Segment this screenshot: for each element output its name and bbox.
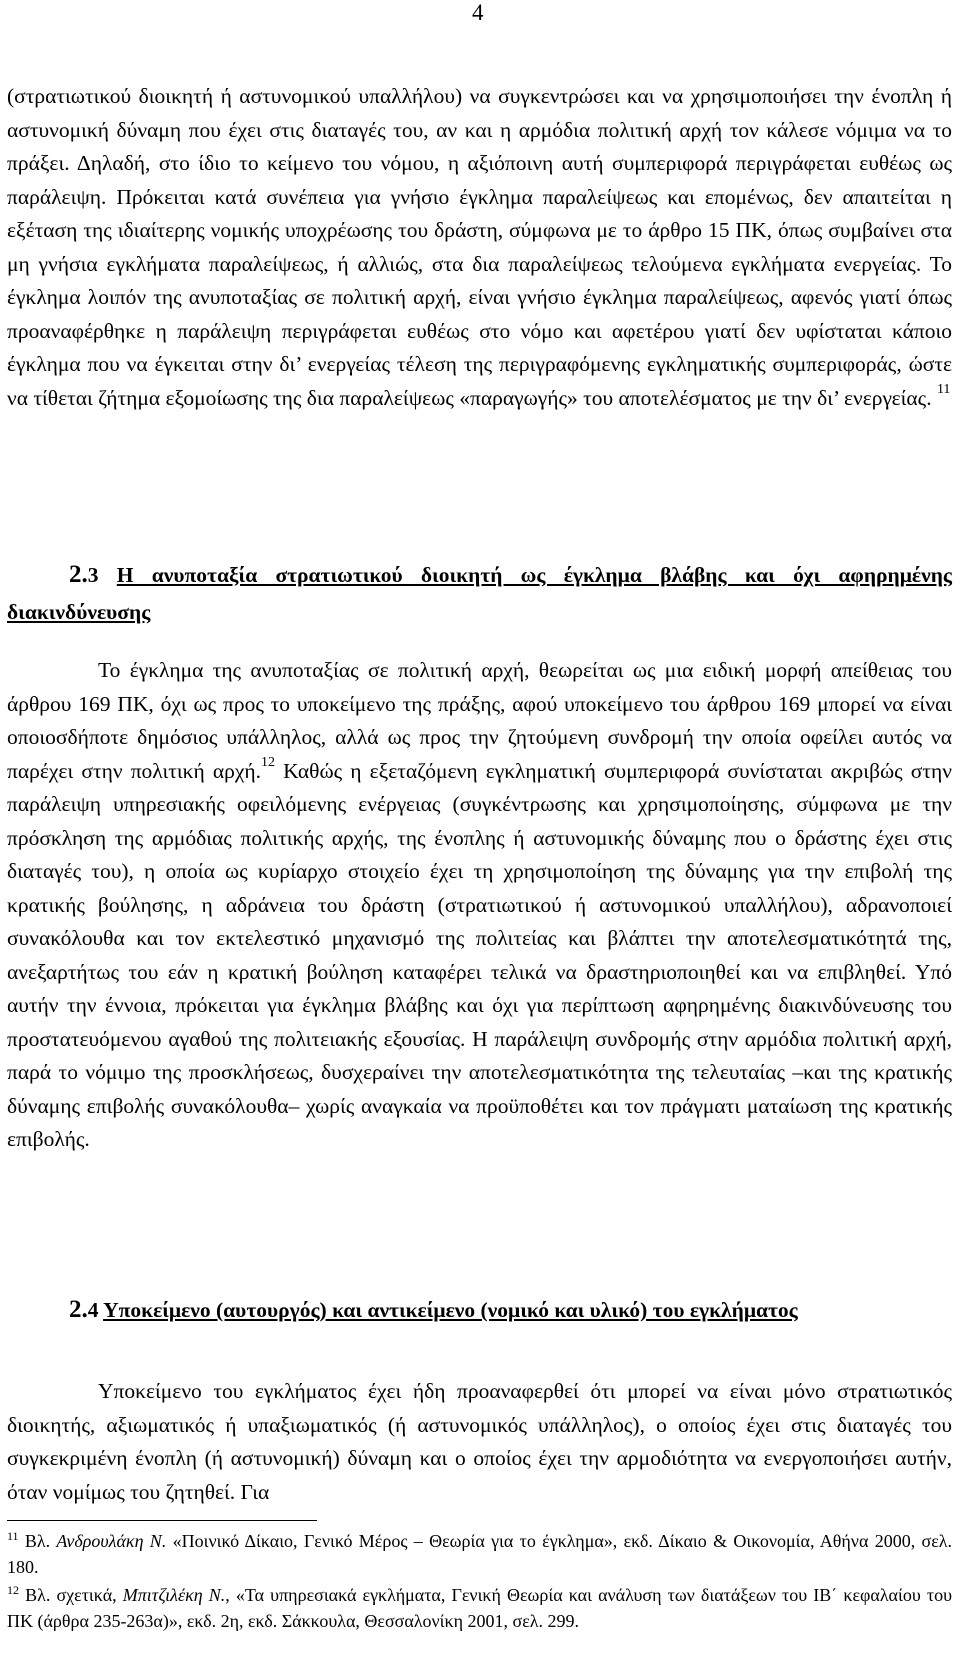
footnote-author: Ανδρουλάκη Ν. (56, 1531, 167, 1551)
section-title: Υποκείμενο (αυτουργός) και αντικείμενο (νομικό και υλικό) του εγκλήματος (103, 1298, 798, 1322)
footnote-ref-11[interactable]: 11 (936, 382, 951, 398)
footnote-lead: Βλ. (18, 1531, 57, 1551)
paragraph-text: (στρατιωτικού διοικητή ή αστυνομικού υπαλλήλου) να συγκεντρώσει και να χρησιμοποιήσει την ένοπλη ή αστυνομική δύναμη που έχει στις διαταγές του, αν και η αρμόδια πολιτική αρχή τον κάλεσε νόμιμα να το πράξει. Δηλαδή, στο ίδιο το κείμενο του νόμου, η αξιόποινη αυτή συμπεριφορά περιγράφεται ευθέως ως παράλειψη. Πρόκειται κατά συνέπεια για γνήσιο έγκλημα παραλείψεως και επομένως, δεν απαιτείται η εξέταση της ιδιαίτερης νομικής υποχρέωσης του δράστη, σύμφωνα με το άρθρο 15 ΠΚ, όπως συμβαίνει στα μη γνήσια εγκλήματα παραλείψεως, ή αλλιώς, στα δια παραλείψεως τελούμενα εγκλήματα ενεργείας. Το έγκλημα λοιπόν της ανυποταξίας σε πολιτική αρχή, είναι γνήσιο έγκλημα παραλείψεως, αφενός γιατί όπως προαναφέρθηκε η παράλειψη περιγράφεται ευθέως στο νόμο και αφετέρου γιατί δεν υφίσταται κάποιο έγκλημα που να έγκειται στην δι’ ενεργείας τέλεση της περιγραφόμενης εγκληματικής συμπεριφοράς, ώστε να τίθεται ζήτημα εξομοίωσης της δια παραλείψεως «παραγωγής» του αποτελέσματος με την δι’ ενεργείας. (7, 84, 952, 410)
paragraph-harm-offence (7, 654, 952, 1157)
paragraph-text-a: Το έγκλημα της ανυποταξίας σε πολιτική αρχή, θεωρείται ως μια ειδική μορφή απείθειας του άρθρου 169 ΠΚ, όχι ως προς το υποκείμενο της πράξης, αφού υποκείμενο του άρθρου 169 μπορεί να είναι οποιοσδήποτε δημόσιος υπάλληλος, αλλά ως προς την ζητούμενη συνδρομή την οποία οφείλει αυτός να παρέχει στην πολιτική αρχή. (7, 658, 952, 783)
section-heading-2-3 (7, 556, 952, 631)
section-number: 2. (69, 1296, 88, 1323)
footnote-mark: 12 (7, 1583, 19, 1597)
footnote-11 (7, 1528, 952, 1580)
footnote-separator (7, 1520, 317, 1521)
footnote-12 (7, 1582, 952, 1634)
footnote-author: Μπιτζιλέκη Ν. (122, 1585, 226, 1605)
footnote-lead: Βλ. σχετικά, (19, 1585, 123, 1605)
section-title: Η ανυποταξία στρατιωτικού διοικητή ως έγκλημα βλάβης και όχι αφηρημένης διακινδύνευσης (7, 563, 953, 624)
section-heading-2-4 (7, 1291, 952, 1329)
page-number: 4 (472, 0, 484, 25)
section-number-tail: 4 (87, 1298, 99, 1322)
paragraph-insubordination-omission (7, 80, 952, 415)
footnote-ref-12[interactable]: 12 (261, 755, 276, 771)
footnote-rest: «Ποινικό Δίκαιο, Γενικό Μέρος – Θεωρία για το έγκλημα», εκδ. Δίκαιο & Οικονομία, Αθήνα 2000, σελ. 180. (7, 1531, 952, 1577)
footnote-mark: 11 (7, 1529, 19, 1543)
section-number: 2. (69, 561, 88, 588)
paragraph-text: Υποκείμενο του εγκλήματος έχει ήδη προαναφερθεί ότι μπορεί να είναι μόνο στρατιωτικός διοικητής, αξιωματικός ή υπαξιωματικός (ή αστυνομικός υπάλληλος), ο οποίος έχει στις διαταγές του συγκεκριμένη ένοπλη (ή αστυνομική) δύναμη και ο οποίος έχει την αρμοδιότητα να ενεργοποιήσει αυτήν, όταν νομίμως του ζητηθεί. Για (7, 1379, 952, 1504)
paragraph-text-b: Καθώς η εξεταζόμενη εγκληματική συμπεριφορά συνίσταται ακριβώς στην παράλειψη υπηρεσιακής οφειλόμενης ενέργειας (συγκέντρωσης και χρησιμοποίησης, σύμφωνα με την πρόσκληση της αρμόδιας πολιτικής αρχής, της ένοπλης ή αστυνομικής δύναμης που ο δράστης έχει στις διαταγές του), η οποία ως κυρίαρχο στοιχείο έχει τη χρησιμοποίηση της δύναμης για την επιβολή της κρατικής βούλησης, η αδράνεια του δράστη (στρατιωτικού ή αστυνομικού υπαλλήλου), αδρανοποιεί συνακόλουθα και τον εκτελεστικό μηχανισμό της πολιτείας και βλάπτει την αποτελεσματικότητά της, ανεξαρτήτως του εάν η κρατική βούληση καταφέρει τελικά να δραστηριοποιηθεί και να επιβληθεί. Υπό αυτήν την έννοια, πρόκειται για έγκλημα βλάβης και όχι για περίπτωση αφηρημένης διακινδύνευσης του προστατευόμενου αγαθού της πολιτειακής εξουσίας. Η παράλειψη συνδρομής στην αρμόδια πολιτική αρχή, παρά το νόμιμο της προσκλήσεως, δυσχεραίνει την αποτελεσματικότητα της τελευταίας –και της κρατικής δύναμης επιβολής συνακόλουθα– χωρίς αναγκαία να προϋποθέτει και τον πράγματι ματαίωση της κρατικής επιβολής. (7, 758, 952, 1151)
section-number-tail: 3 (87, 563, 99, 587)
footnote-rest: , «Τα υπηρεσιακά εγκλήματα, Γενική Θεωρία και ανάλυση των διατάξεων του ΙΒ΄ κεφαλαίου του ΠΚ (άρθρα 235-263α)», εκδ. 2η, εκδ. Σάκκουλα, Θεσσαλονίκη 2001, σελ. 299. (7, 1585, 952, 1631)
paragraph-subject-of-offence (7, 1375, 952, 1509)
